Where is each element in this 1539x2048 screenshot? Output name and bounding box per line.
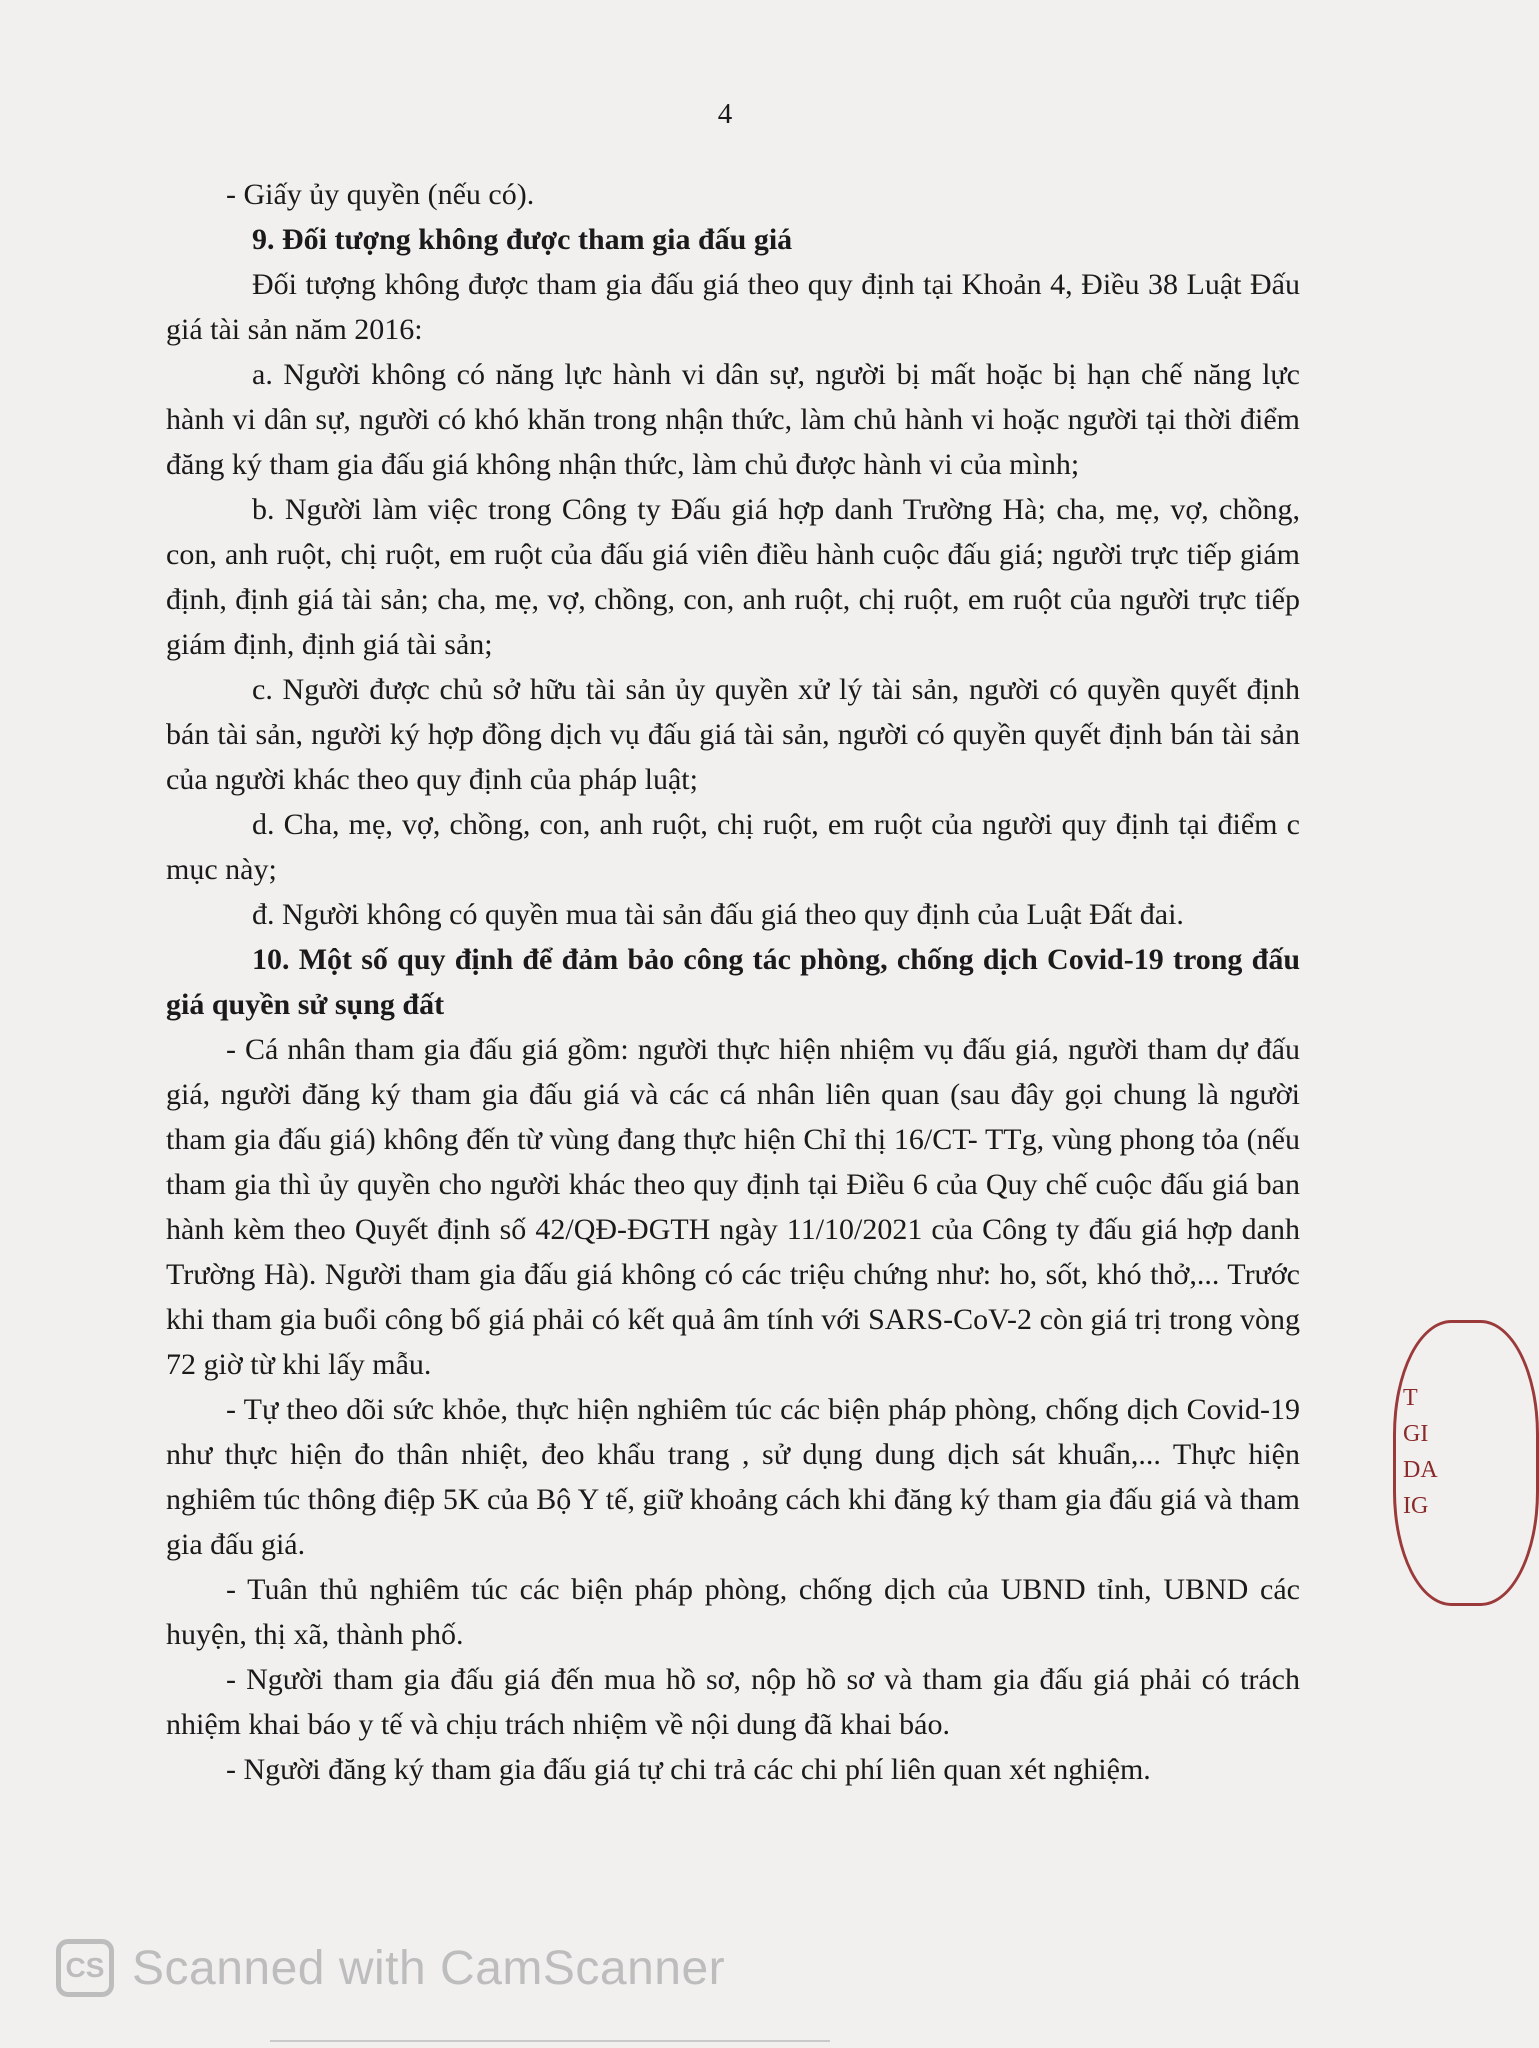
covid-rule-4: - Người tham gia đấu giá đến mua hồ sơ, nộp hồ sơ và tham gia đấu giá phải có trách nhiệm khai báo y tế và chịu trách nhiệm về nội dung đã khai báo.	[166, 1663, 1300, 1741]
covid-rule-1: - Cá nhân tham gia đấu giá gồm: người thực hiện nhiệm vụ đấu giá, người tham dự đấu giá, người đăng ký tham gia đấu giá và các cá nhân liên quan (sau đây gọi chung là người tham gia đấu giá) không đến từ vùng đang thực hiện Chỉ thị 16/CT- TTg, vùng phong tỏa (nếu tham gia thì ủy quyền cho người khác theo quy định tại Điều 6 của Quy chế cuộc đấu giá ban hành kèm theo Quyết định số 42/QĐ-ĐGTH ngày 11/10/2021 của Công ty đấu giá hợp danh Trường Hà). Người tham gia đấu giá không có các triệu chứng như: ho, sốt, khó thở,... Trước khi tham gia buổi công bố giá phải có kết quả âm tính với SARS-CoV-2 còn giá trị trong vòng 72 giờ từ khi lấy mẫu.	[166, 1033, 1300, 1381]
page-number: 4	[717, 98, 733, 130]
covid-rule-2: - Tự theo dõi sức khỏe, thực hiện nghiêm túc các biện pháp phòng, chống dịch Covid-19 như thực hiện đo thân nhiệt, đeo khẩu trang , sử dụng dung dịch sát khuẩn,... Thực hiện nghiêm túc thông điệp 5K của Bộ Y tế, giữ khoảng cách khi đăng ký tham gia đấu giá và tham gia đấu giá.	[166, 1393, 1300, 1561]
covid-rule-3: - Tuân thủ nghiêm túc các biện pháp phòng, chống dịch của UBND tỉnh, UBND các huyện, thị xã, thành phố.	[166, 1573, 1300, 1651]
red-stamp-fragment	[1385, 1320, 1438, 1600]
stamp-letter: DA	[1403, 1457, 1438, 1483]
section-9-intro: Đối tượng không được tham gia đấu giá theo quy định tại Khoản 4, Điều 38 Luật Đấu giá tài sản năm 2016:	[166, 268, 1300, 346]
list-item-b: b. Người làm việc trong Công ty Đấu giá hợp danh Trường Hà; cha, mẹ, vợ, chồng, con, anh ruột, chị ruột, em ruột của đấu giá viên điều hành cuộc đấu giá; người trực tiếp giám định, định giá tài sản; cha, mẹ, vợ, chồng, con, anh ruột, chị ruột, em ruột của người trực tiếp giám định, định giá tài sản;	[166, 493, 1300, 661]
stamp-letter: T	[1403, 1385, 1418, 1411]
list-item-c: c. Người được chủ sở hữu tài sản ủy quyền xử lý tài sản, người có quyền quyết định bán tài sản, người ký hợp đồng dịch vụ đấu giá tài sản, người có quyền quyết định bán tài sản của người khác theo quy định của pháp luật;	[166, 673, 1300, 796]
scan-edge-line	[270, 2040, 830, 2042]
stamp-letters	[1403, 1380, 1438, 1524]
camscanner-logo-icon: CS	[56, 1939, 114, 1997]
covid-rule-5: - Người đăng ký tham gia đấu giá tự chi trả các chi phí liên quan xét nghiệm.	[226, 1753, 1151, 1786]
section-10-heading: 10. Một số quy định để đảm bảo công tác phòng, chống dịch Covid-19 trong đấu giá quyền sử sụng đất	[166, 943, 1300, 1021]
stamp-letter: GI	[1403, 1421, 1429, 1447]
camscanner-watermark	[56, 1938, 725, 1998]
document-body	[166, 172, 1300, 1792]
list-item-d: d. Cha, mẹ, vợ, chồng, con, anh ruột, chị ruột, em ruột của người quy định tại điểm c mục này;	[166, 808, 1300, 886]
list-item-a: a. Người không có năng lực hành vi dân sự, người bị mất hoặc bị hạn chế năng lực hành vi dân sự, người có khó khăn trong nhận thức, làm chủ hành vi hoặc người tại thời điểm đăng ký tham gia đấu giá không nhận thức, làm chủ được hành vi của mình;	[166, 358, 1300, 481]
stamp-letter: IG	[1403, 1493, 1429, 1519]
section-9-heading: 9. Đối tượng không được tham gia đấu giá	[252, 223, 793, 256]
watermark-text: Scanned with CamScanner	[132, 1941, 726, 1995]
list-item-dd: đ. Người không có quyền mua tài sản đấu giá theo quy định của Luật Đất đai.	[252, 898, 1184, 931]
authorization-line: - Giấy ủy quyền (nếu có).	[226, 178, 535, 211]
